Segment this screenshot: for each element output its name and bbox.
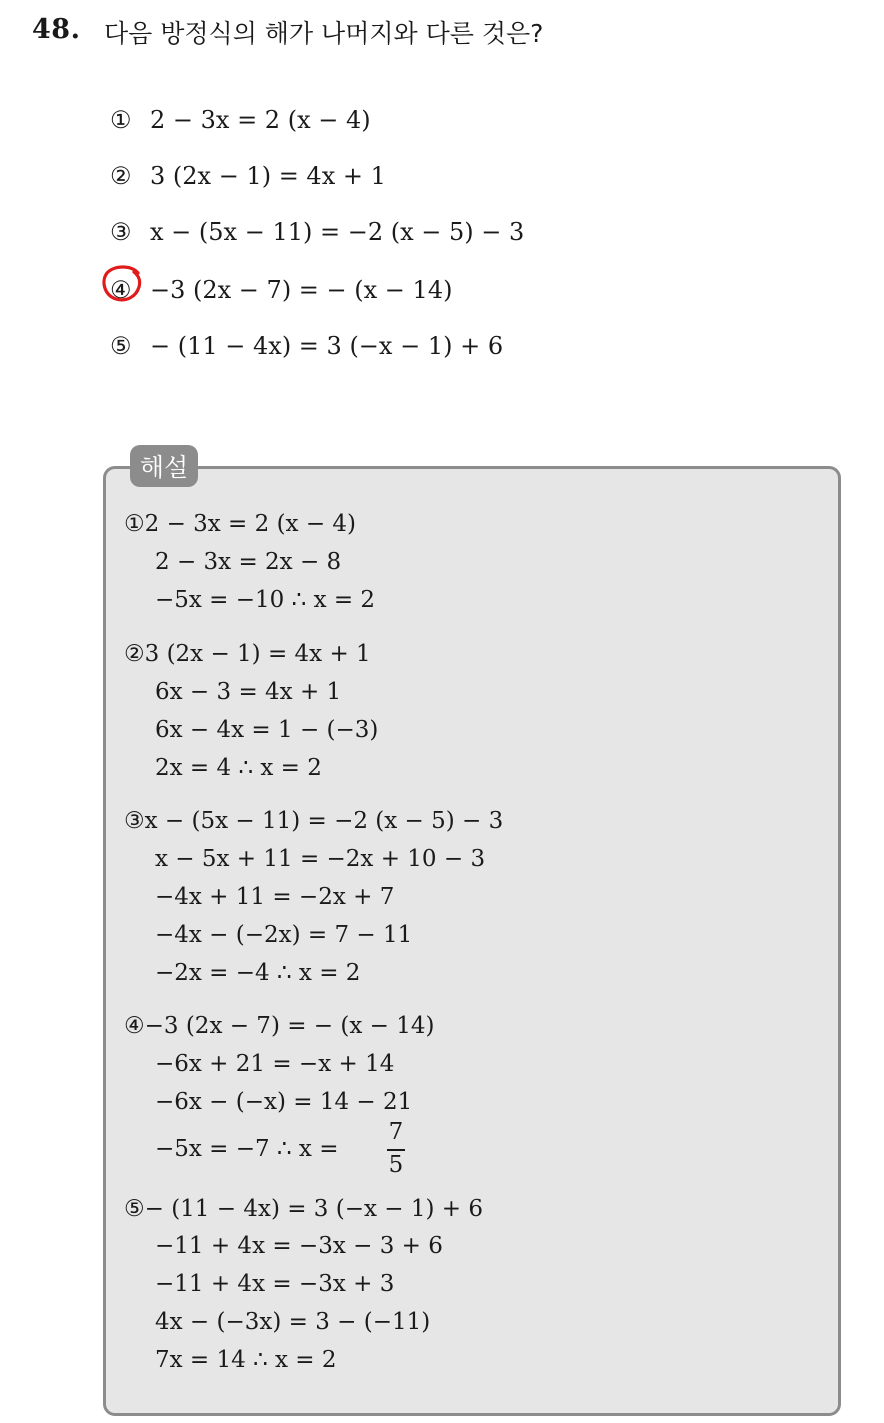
- fraction-bar: [387, 1149, 405, 1151]
- solution-line: 4x − (−3x) = 3 − (−11): [155, 1309, 431, 1335]
- solution-line: 2x = 4 ∴ x = 2: [155, 755, 322, 781]
- solution-line: 6x − 4x = 1 − (−3): [155, 717, 379, 743]
- solution-line: −6x − (−x) = 14 − 21: [155, 1089, 413, 1115]
- choice-equation: − (11 − 4x) = 3 (−x − 1) + 6: [150, 332, 504, 360]
- choice-number: ③: [110, 218, 132, 246]
- answer-circle-mark: [100, 263, 142, 303]
- fraction-denominator: 5: [388, 1152, 404, 1178]
- question-number: 48.: [32, 14, 81, 45]
- choice-equation: −3 (2x − 7) = − (x − 14): [150, 276, 453, 304]
- choice-5[interactable]: [110, 332, 503, 360]
- solution-line: ②3 (2x − 1) = 4x + 1: [124, 641, 371, 667]
- choice-number: ⑤: [110, 332, 132, 360]
- fraction-numerator: 7: [388, 1119, 404, 1145]
- solution-line: 7x = 14 ∴ x = 2: [155, 1347, 337, 1373]
- solution-line: −6x + 21 = −x + 14: [155, 1051, 395, 1077]
- solution-line: −4x − (−2x) = 7 − 11: [155, 922, 413, 948]
- solution-label: 해설: [130, 445, 198, 487]
- solution-line: −5x = −10 ∴ x = 2: [155, 587, 376, 613]
- solution-line: −5x = −7 ∴ x =: [155, 1136, 339, 1162]
- choice-equation: x − (5x − 11) = −2 (x − 5) − 3: [150, 218, 525, 246]
- question-text: 다음 방정식의 해가 나머지와 다른 것은?: [104, 19, 544, 48]
- solution-line: −11 + 4x = −3x + 3: [155, 1271, 395, 1297]
- solution-line: −11 + 4x = −3x − 3 + 6: [155, 1233, 443, 1259]
- choice-4[interactable]: [110, 276, 452, 304]
- choice-equation: 2 − 3x = 2 (x − 4): [150, 106, 371, 134]
- solution-line: x − 5x + 11 = −2x + 10 − 3: [155, 846, 486, 872]
- choice-number: ①: [110, 106, 132, 134]
- solution-line: ③x − (5x − 11) = −2 (x − 5) − 3: [124, 808, 504, 834]
- choice-2[interactable]: [110, 162, 386, 190]
- choice-1[interactable]: [110, 106, 371, 134]
- choice-3[interactable]: [110, 218, 524, 246]
- solution-line: ①2 − 3x = 2 (x − 4): [124, 511, 357, 537]
- choice-number: ②: [110, 162, 132, 190]
- solution-line: −4x + 11 = −2x + 7: [155, 884, 395, 910]
- solution-line: ④−3 (2x − 7) = − (x − 14): [124, 1013, 435, 1039]
- choice-equation: 3 (2x − 1) = 4x + 1: [150, 162, 386, 190]
- choice-number: ④: [110, 276, 132, 304]
- solution-line: ⑤− (11 − 4x) = 3 (−x − 1) + 6: [124, 1196, 483, 1222]
- solution-line: 6x − 3 = 4x + 1: [155, 679, 342, 705]
- solution-line: 2 − 3x = 2x − 8: [155, 549, 342, 575]
- solution-line: −2x = −4 ∴ x = 2: [155, 960, 361, 986]
